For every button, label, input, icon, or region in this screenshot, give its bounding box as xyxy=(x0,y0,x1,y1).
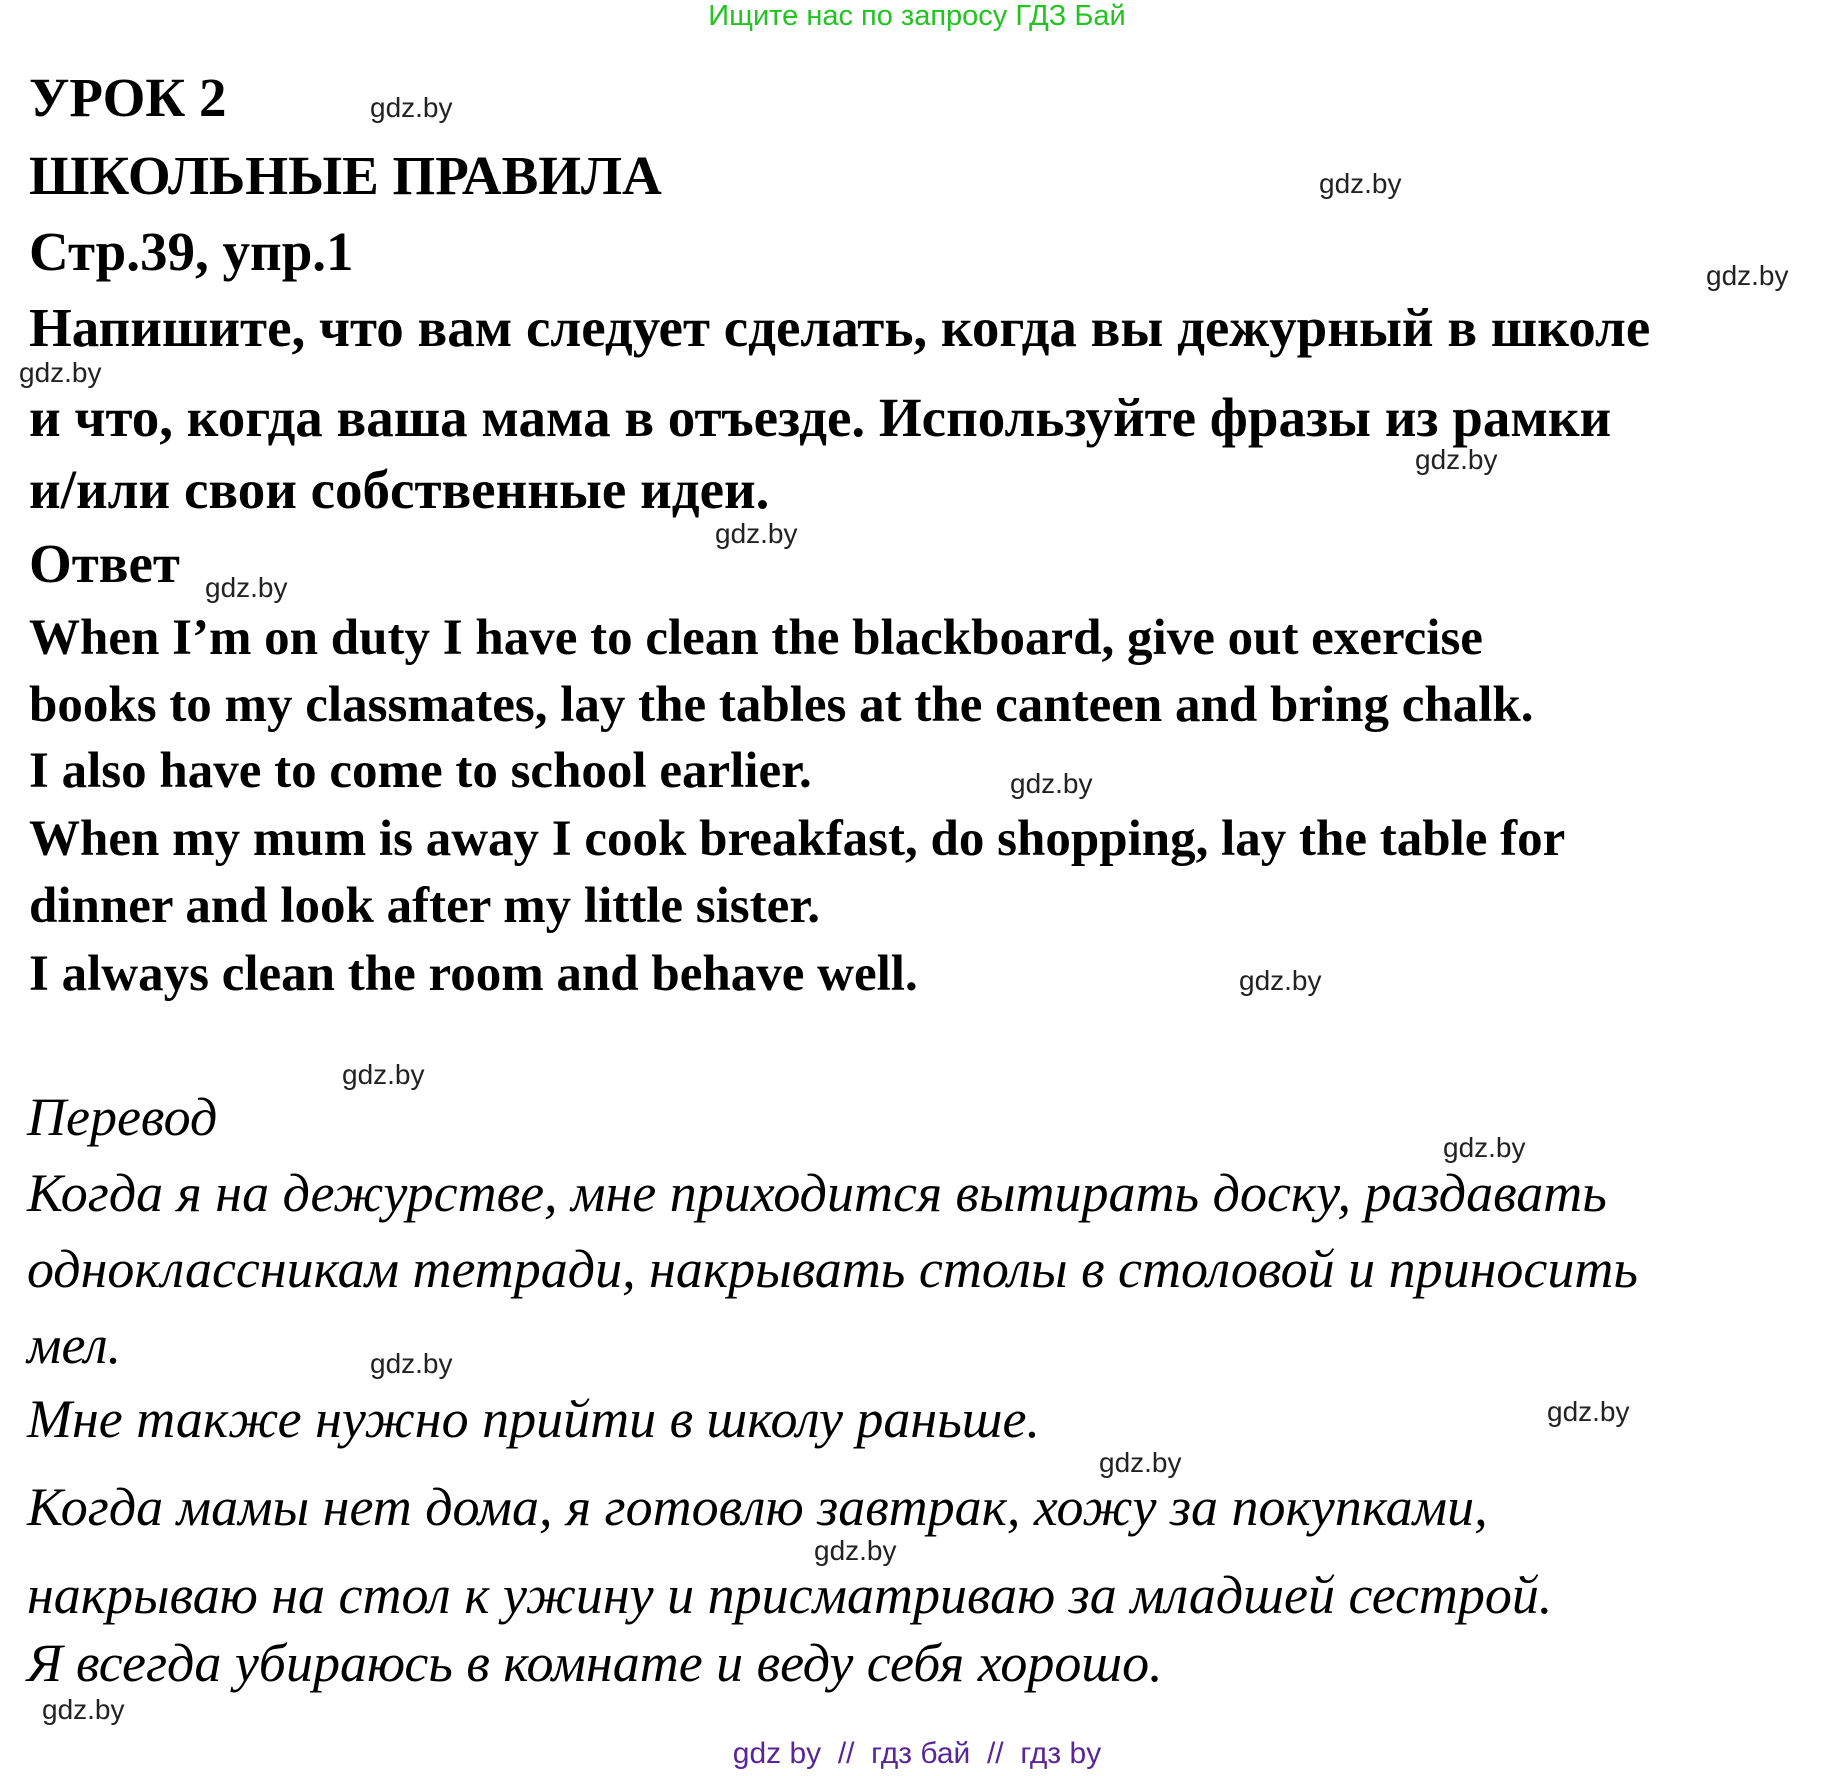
translation-line: накрываю на стол к ужину и присматриваю за младшей сестрой. xyxy=(27,1565,1553,1625)
lesson-title: УРОК 2 xyxy=(29,67,227,128)
watermark: gdz.by xyxy=(715,518,798,549)
answer-line: I also have to come to school earlier. xyxy=(29,743,812,799)
watermark: gdz.by xyxy=(814,1535,897,1566)
topic-title: ШКОЛЬНЫЕ ПРАВИЛА xyxy=(29,145,662,206)
answer-line: dinner and look after my little sister. xyxy=(29,878,820,934)
watermark: gdz.by xyxy=(1010,768,1093,799)
watermark: gdz.by xyxy=(1547,1396,1630,1427)
translation-line: одноклассникам тетради, накрывать столы в столовой и приносить xyxy=(27,1239,1638,1299)
watermark: gdz.by xyxy=(19,357,102,388)
watermark: gdz.by xyxy=(370,1348,453,1379)
watermark: gdz.by xyxy=(1319,168,1402,199)
task-line: и/или свои собственные идеи. xyxy=(29,459,770,520)
watermark: gdz.by xyxy=(342,1059,425,1090)
exercise-ref: Стр.39, упр.1 xyxy=(29,221,354,282)
watermark: gdz.by xyxy=(205,572,288,603)
watermark: gdz.by xyxy=(1099,1447,1182,1478)
task-line: и что, когда ваша мама в отъезде. Используйте фразы из рамки xyxy=(29,387,1612,448)
bottom-watermark: gdz by // гдз бай // гдз by xyxy=(732,1737,1102,1770)
watermark: gdz.by xyxy=(1415,444,1498,475)
task-line: Напишите, что вам следует сделать, когда вы дежурный в школе xyxy=(29,297,1651,358)
top-watermark: Ищите нас по запросу ГДЗ Бай xyxy=(708,0,1126,32)
watermark: gdz.by xyxy=(1239,965,1322,996)
answer-line: When I’m on duty I have to clean the blackboard, give out exercise xyxy=(29,610,1483,666)
answer-line: When my mum is away I cook breakfast, do shopping, lay the table for xyxy=(29,811,1566,867)
translation-line: Когда я на дежурстве, мне приходится вытирать доску, раздавать xyxy=(27,1163,1607,1223)
translation-line: Я всегда убираюсь в комнате и веду себя хорошо. xyxy=(27,1633,1163,1693)
watermark: gdz.by xyxy=(1706,260,1789,291)
watermark: gdz.by xyxy=(42,1694,125,1725)
translation-label: Перевод xyxy=(27,1087,218,1147)
watermark: gdz.by xyxy=(370,92,453,123)
translation-line: Когда мамы нет дома, я готовлю завтрак, хожу за покупками, xyxy=(27,1477,1488,1537)
answer-line: books to my classmates, lay the tables at the canteen and bring chalk. xyxy=(29,677,1534,733)
answer-line: I always clean the room and behave well. xyxy=(29,946,918,1002)
watermark: gdz.by xyxy=(1443,1132,1526,1163)
translation-line: Мне также нужно прийти в школу раньше. xyxy=(27,1389,1041,1449)
translation-line: мел. xyxy=(27,1315,122,1375)
answer-label: Ответ xyxy=(29,533,180,594)
